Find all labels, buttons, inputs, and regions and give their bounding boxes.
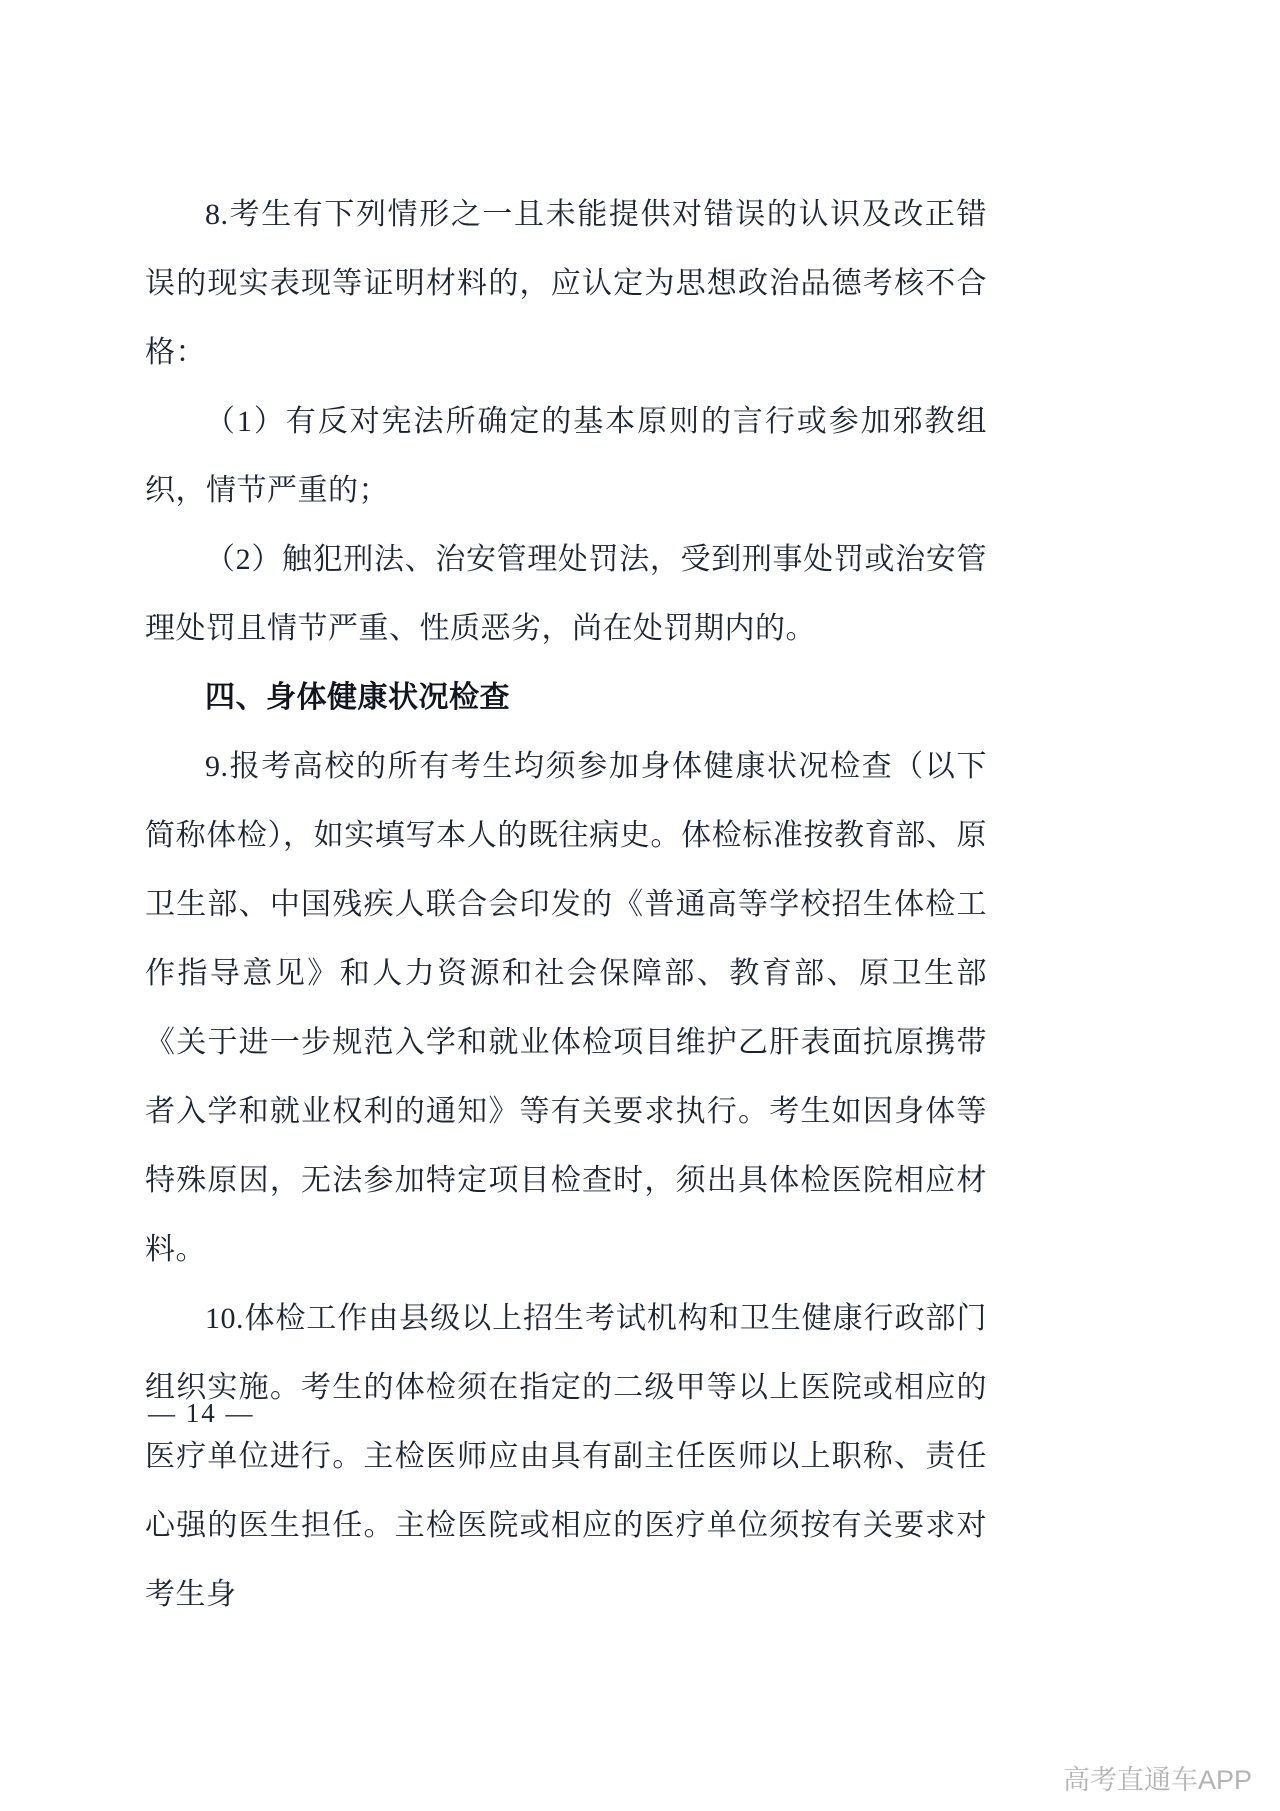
paragraph-8-item-1: （1）有反对宪法所确定的基本原则的言行或参加邪教组织，情节严重的； <box>145 405 987 507</box>
paragraph-8-item-2: （2）触犯刑法、治安管理处罚法，受到刑事处罚或治安管理处罚且情节严重、性质恶劣，尚在处罚期内的。 <box>145 543 987 645</box>
document-body <box>145 180 987 1629</box>
watermark-app-label: 高考直通车APP <box>1062 1765 1252 1795</box>
paragraph-8: 8.考生有下列情形之一且未能提供对错误的认识及改正错误的现实表现等证明材料的，应认定为思想政治品德考核不合格： <box>145 198 987 369</box>
page-number: — 14 — <box>148 1398 255 1428</box>
paragraph-10: 10.体检工作由县级以上招生考试机构和卫生健康行政部门组织实施。考生的体检须在指定的二级甲等以上医院或相应的医疗单位进行。主检医师应由具有副主任医师以上职称、责任心强的医生担任。主检医院或相应的医疗单位须按有关要求对考生身 <box>145 1302 987 1611</box>
section-heading-physical-exam: 四、身体健康状况检查 <box>205 681 510 714</box>
paragraph-9: 9.报考高校的所有考生均须参加身体健康状况检查（以下简称体检），如实填写本人的既往病史。体检标准按教育部、原卫生部、中国残疾人联合会印发的《普通高等学校招生体检工作指导意见》和人力资源和社会保障部、教育部、原卫生部《关于进一步规范入学和就业体检项目维护乙肝表面抗原携带者入学和就业权利的通知》等有关要求执行。考生如因身体等特殊原因，无法参加特定项目检查时，须出具体检医院相应材料。 <box>145 750 987 1266</box>
